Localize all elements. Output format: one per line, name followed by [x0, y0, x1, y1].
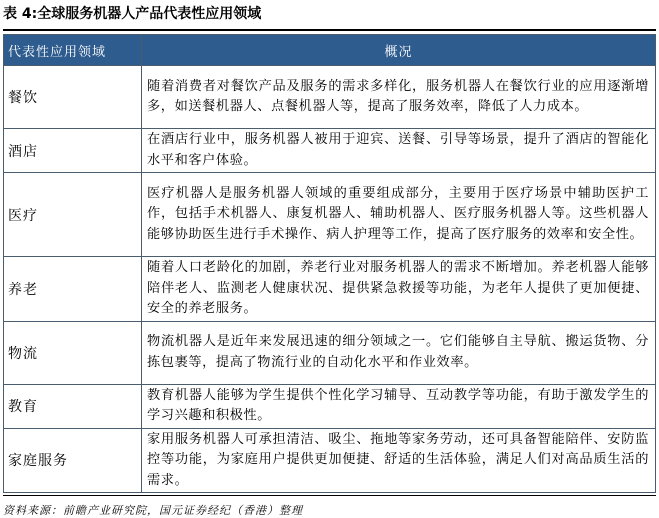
table-row	[4, 257, 656, 322]
table-row	[4, 384, 656, 428]
row-description: 教育机器人能够为学生提供个性化学习辅导、互动教学等功能，有助于激发学生的学习兴趣和积极性。	[142, 384, 656, 428]
row-category: 教育	[4, 384, 142, 428]
table-title: 表 4:全球服务机器人产品代表性应用领域	[3, 6, 262, 22]
table-row	[4, 321, 656, 384]
row-category: 餐饮	[4, 66, 142, 129]
row-category: 养老	[4, 257, 142, 322]
title-divider	[3, 29, 656, 31]
bottom-divider	[3, 495, 656, 496]
row-description: 物流机器人是近年来发展迅速的细分领域之一。它们能够自主导航、搬运货物、分拣包裹等，提高了物流行业的自动化水平和作业效率。	[142, 321, 656, 384]
table-row	[4, 428, 656, 493]
row-description: 随着消费者对餐饮产品及服务的需求多样化，服务机器人在餐饮行业的应用逐渐增多，如送餐机器人、点餐机器人等，提高了服务效率，降低了人力成本。	[142, 66, 656, 129]
header-overview: 概况	[142, 35, 656, 66]
source-note: 资料来源：前瞻产业研究院，国元证券经纪（香港）整理	[3, 504, 303, 517]
row-description: 医疗机器人是服务机器人领域的重要组成部分，主要用于医疗场景中辅助医护工作，包括手术机器人、康复机器人、辅助机器人、医疗服务机器人等。这些机器人能够协助医生进行手术操作、病人护理等工作，提高了医疗服务的效率和安全性。	[142, 173, 656, 257]
application-table	[3, 34, 656, 493]
table-row	[4, 129, 656, 173]
row-description: 随着人口老龄化的加剧，养老行业对服务机器人的需求不断增加。养老机器人能够陪伴老人、监测老人健康状况、提供紧急救援等功能，为老年人提供了更加便捷、安全的养老服务。	[142, 257, 656, 322]
row-description: 家用服务机器人可承担清洁、吸尘、拖地等家务劳动，还可具备智能陪伴、安防监控等功能，为家庭用户提供更加便捷、舒适的生活体验，满足人们对高品质生活的需求。	[142, 428, 656, 493]
row-description: 在酒店行业中，服务机器人被用于迎宾、送餐、引导等场景，提升了酒店的智能化水平和客户体验。	[142, 129, 656, 173]
table-row	[4, 66, 656, 129]
row-category: 酒店	[4, 129, 142, 173]
row-category: 家庭服务	[4, 428, 142, 493]
header-category: 代表性应用领域	[4, 35, 142, 66]
table-header-row	[4, 35, 656, 66]
row-category: 医疗	[4, 173, 142, 257]
row-category: 物流	[4, 321, 142, 384]
table-row	[4, 173, 656, 257]
